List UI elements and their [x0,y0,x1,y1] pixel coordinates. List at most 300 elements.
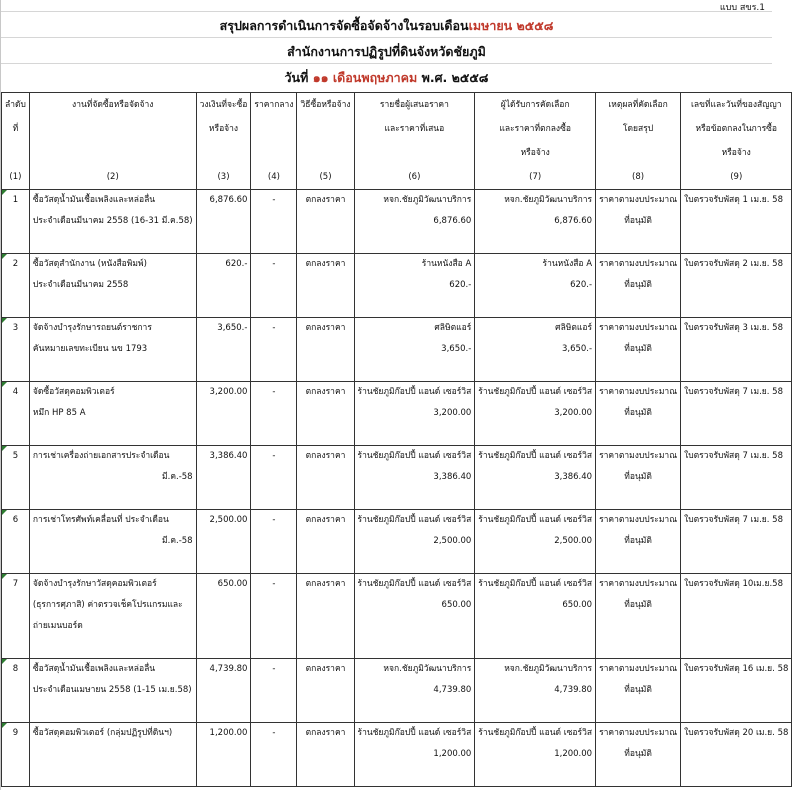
report-title-prefix: สรุปผลการดำเนินการจัดซื้อจัดจ้างในรอบเดือน [219,18,469,33]
column-header: และราคาที่เสนอ [354,117,475,141]
selection-reason: ราคาตามงบประมาณ [596,382,681,404]
item-description: ประจำเดือนมีนาคม 2558 (16-31 มี.ค.58) [29,211,196,232]
selection-reason [596,637,681,659]
procurement-method [297,680,354,701]
bid-price: 3,650.- [354,339,475,360]
budget-amount: 6,876.60 [196,190,251,212]
bidder-name: ร้านชัยภูมิก๊อปปี้ แอนด์ เซอร์วิส [354,446,475,468]
item-description [29,552,196,574]
winner-name: ร้านชัยภูมิก๊อปปี้ แอนด์ เซอร์วิส [475,723,596,745]
column-header [29,117,196,141]
bid-price: 620.- [354,275,475,296]
row-number: 3 [2,318,30,340]
row-number [2,595,30,616]
column-header: ลำดับ [2,93,30,118]
selection-reason [596,488,681,510]
procurement-method [297,488,354,510]
selection-reason [596,424,681,446]
column-number-row [2,165,792,190]
table-row [2,488,792,510]
contract-reference [681,552,792,574]
item-description [29,744,196,765]
date-suffix: พ.ศ. ๒๕๕๘ [417,70,489,85]
median-price: - [251,510,297,532]
contract-reference: ใบตรวจรับพัสดุ 7 เม.ย. 58 [681,446,792,468]
header-row [2,117,792,141]
column-header: เลขที่และวันที่ของสัญญา [681,93,792,118]
budget-amount: 3,650.- [196,318,251,340]
selection-reason: ราคาตามงบประมาณ [596,723,681,745]
column-header: หรือจ้าง [475,141,596,165]
procurement-method [297,232,354,254]
table-row [2,574,792,596]
bidder-name: ร้านชัยภูมิก๊อปปี้ แอนด์ เซอร์วิส [354,510,475,532]
item-description: การเช่าเครื่องถ่ายเอกสารประจำเดือน [29,446,196,468]
contract-reference [681,467,792,488]
item-description: ซื้อวัสดุน้ำมันเชื้อเพลิงและหล่อลื่น [29,659,196,681]
winner-name: ร้านชัยภูมิก๊อปปี้ แอนด์ เซอร์วิส [475,382,596,404]
median-price [251,616,297,637]
winner-name: หจก.ชัยภูมิวัฒนาบริการ [475,659,596,681]
contract-reference: ใบตรวจรับพัสดุ 10เม.ย.58 [681,574,792,596]
procurement-method [297,275,354,296]
item-description: มี.ค.-58 [29,467,196,488]
winning-price: 650.00 [475,595,596,616]
selection-reason [596,232,681,254]
median-price [251,211,297,232]
contract-reference [681,701,792,723]
median-price [251,552,297,574]
winning-price [475,637,596,659]
selection-reason: ราคาตามงบประมาณ [596,190,681,212]
median-price [251,637,297,659]
winner-name: ร้านชัยภูมิก๊อปปี้ แอนด์ เซอร์วิส [475,446,596,468]
procurement-method [297,424,354,446]
column-header: หรือจ้าง [681,141,792,165]
selection-reason: ราคาตามงบประมาณ [596,574,681,596]
budget-amount: 650.00 [196,574,251,596]
column-header: (3) [196,165,251,190]
column-header: (9) [681,165,792,190]
selection-reason: ที่อนุมัติ [596,211,681,232]
procurement-method [297,360,354,382]
selection-reason [596,296,681,318]
column-header: (1) [2,165,30,190]
contract-reference [681,488,792,510]
column-header [29,141,196,165]
procurement-method: ตกลงราคา [297,510,354,532]
row-number [2,637,30,659]
winner-name: ศลิษิตแอร์ [475,318,596,340]
budget-amount: 620.- [196,254,251,276]
table-row [2,360,792,382]
procurement-method: ตกลงราคา [297,190,354,212]
procurement-method: ตกลงราคา [297,254,354,276]
winner-name: ร้านชัยภูมิก๊อปปี้ แอนด์ เซอร์วิส [475,510,596,532]
item-description [29,701,196,723]
bid-price: 3,386.40 [354,467,475,488]
bid-price [354,765,475,787]
budget-amount [196,467,251,488]
row-number [2,531,30,552]
column-header [196,141,251,165]
bidder-name: ร้านชัยภูมิก๊อปปี้ แอนด์ เซอร์วิส [354,574,475,596]
table-row [2,403,792,424]
report-month: เมษายน ๒๕๕๘ [468,18,554,33]
bid-price [354,232,475,254]
item-description: (ธุรการศุภาสิ) ค่าตรวจเช็คโปรแกรมและ [29,595,196,616]
median-price [251,765,297,787]
contract-reference [681,339,792,360]
median-price [251,744,297,765]
table-row [2,211,792,232]
contract-reference: ใบตรวจรับพัสดุ 3 เม.ย. 58 [681,318,792,340]
median-price: - [251,382,297,404]
contract-reference [681,531,792,552]
item-description [29,637,196,659]
column-header: (8) [596,165,681,190]
row-number [2,680,30,701]
item-description: หมึก HP 85 A [29,403,196,424]
table-row [2,275,792,296]
selection-reason: ที่อนุมัติ [596,531,681,552]
procurement-method [297,595,354,616]
budget-amount: 1,200.00 [196,723,251,745]
median-price [251,360,297,382]
contract-reference: ใบตรวจรับพัสดุ 20 เม.ย. 58 [681,723,792,745]
procurement-method [297,531,354,552]
bid-price [354,360,475,382]
winning-price: 3,200.00 [475,403,596,424]
row-number: 5 [2,446,30,468]
table-row [2,744,792,765]
bidder-name: ศลิษิตแอร์ [354,318,475,340]
column-header: วิธีซื้อหรือจ้าง [297,93,354,118]
budget-amount [196,680,251,701]
row-number [2,339,30,360]
bid-price [354,552,475,574]
table-row [2,595,792,616]
header-row [2,93,792,118]
selection-reason [596,765,681,787]
selection-reason: ที่อนุมัติ [596,339,681,360]
column-header: วงเงินที่จะซื้อ [196,93,251,118]
column-header: เหตุผลที่คัดเลือก [596,93,681,118]
row-number [2,360,30,382]
column-header [251,141,297,165]
gridline [1,11,772,12]
table-row [2,765,792,787]
budget-amount [196,488,251,510]
procurement-method [297,744,354,765]
median-price [251,467,297,488]
column-header: ราคากลาง [251,93,297,118]
selection-reason: ที่อนุมัติ [596,275,681,296]
column-header [596,141,681,165]
budget-amount [196,637,251,659]
budget-amount: 4,739.80 [196,659,251,681]
column-header: (2) [29,165,196,190]
date-prefix: วันที่ [284,70,313,85]
contract-reference [681,360,792,382]
budget-amount [196,403,251,424]
winning-price [475,552,596,574]
procurement-method [297,296,354,318]
row-number [2,296,30,318]
winning-price [475,360,596,382]
table-row [2,296,792,318]
contract-reference: ใบตรวจรับพัสดุ 16 เม.ย. 58 [681,659,792,681]
winning-price [475,488,596,510]
selection-reason [596,360,681,382]
contract-reference [681,744,792,765]
table-row [2,318,792,340]
selection-reason: ที่อนุมัติ [596,403,681,424]
row-number: 2 [2,254,30,276]
budget-amount [196,360,251,382]
median-price [251,488,297,510]
median-price [251,403,297,424]
table-row [2,616,792,637]
bidder-name: หจก.ชัยภูมิวัฒนาบริการ [354,190,475,212]
bid-price: 6,876.60 [354,211,475,232]
procurement-method: ตกลงราคา [297,659,354,681]
item-description: คันหมายเลขทะเบียน นข 1793 [29,339,196,360]
selection-reason: ที่อนุมัติ [596,595,681,616]
contract-reference [681,403,792,424]
column-header: ผู้ได้รับการคัดเลือก [475,93,596,118]
procurement-method [297,552,354,574]
median-price [251,296,297,318]
selection-reason: ราคาตามงบประมาณ [596,510,681,532]
procurement-table [1,92,792,787]
table-row [2,190,792,212]
winning-price [475,232,596,254]
winning-price [475,424,596,446]
office-name: สำนักงานการปฏิรูปที่ดินจังหวัดชัยภูมิ [287,44,486,59]
bid-price: 2,500.00 [354,531,475,552]
selection-reason: ราคาตามงบประมาณ [596,446,681,468]
procurement-method [297,637,354,659]
contract-reference: ใบตรวจรับพัสดุ 1 เม.ย. 58 [681,190,792,212]
row-number [2,467,30,488]
table-row [2,680,792,701]
contract-reference [681,637,792,659]
report-date [1,68,772,88]
table-row [2,232,792,254]
bidder-name: หจก.ชัยภูมิวัฒนาบริการ [354,659,475,681]
median-price [251,424,297,446]
item-description: ซื้อวัสดุคอมพิวเตอร์ (กลุ่มปฏิรูปที่ดินฯ) [29,723,196,745]
budget-amount [196,211,251,232]
budget-amount: 2,500.00 [196,510,251,532]
budget-amount [196,744,251,765]
budget-amount: 3,386.40 [196,446,251,468]
item-description: การเช่าโทรศัพท์เคลื่อนที่ ประจำเดือน [29,510,196,532]
median-price [251,232,297,254]
row-number [2,744,30,765]
item-description [29,360,196,382]
budget-amount [196,424,251,446]
procurement-method: ตกลงราคา [297,446,354,468]
table-row [2,424,792,446]
median-price [251,275,297,296]
table-row [2,637,792,659]
median-price: - [251,190,297,212]
median-price: - [251,318,297,340]
table-row [2,659,792,681]
row-number: 6 [2,510,30,532]
selection-reason: ที่อนุมัติ [596,744,681,765]
budget-amount: 3,200.00 [196,382,251,404]
winning-price: 1,200.00 [475,744,596,765]
procurement-method [297,467,354,488]
winning-price [475,701,596,723]
table-row [2,446,792,468]
selection-reason: ที่อนุมัติ [596,680,681,701]
item-description: จัดจ้างบำรุงรักษาวัสดุคอมพิวเตอร์ [29,574,196,596]
row-number [2,424,30,446]
winning-price [475,616,596,637]
selection-reason: ราคาตามงบประมาณ [596,254,681,276]
item-description [29,488,196,510]
budget-amount [196,701,251,723]
contract-reference [681,232,792,254]
row-number: 1 [2,190,30,212]
selection-reason [596,552,681,574]
table-row [2,254,792,276]
column-header: รายชื่อผู้เสนอราคา [354,93,475,118]
row-number [2,701,30,723]
row-number [2,232,30,254]
table-row [2,531,792,552]
procurement-method [297,765,354,787]
item-description [29,765,196,787]
column-header [354,141,475,165]
row-number: 8 [2,659,30,681]
bidder-name: ร้านหนังสือ A [354,254,475,276]
winning-price: 620.- [475,275,596,296]
column-header [251,117,297,141]
item-description [29,296,196,318]
budget-amount [196,296,251,318]
gridline [1,37,772,38]
procurement-method [297,701,354,723]
budget-amount [196,339,251,360]
bid-price: 1,200.00 [354,744,475,765]
bidder-name: ร้านชัยภูมิก๊อปปี้ แอนด์ เซอร์วิส [354,723,475,745]
winning-price: 3,650.- [475,339,596,360]
column-header [2,141,30,165]
median-price [251,680,297,701]
contract-reference [681,595,792,616]
header-row [2,141,792,165]
median-price [251,701,297,723]
bid-price: 650.00 [354,595,475,616]
table-row [2,701,792,723]
median-price [251,531,297,552]
contract-reference: ใบตรวจรับพัสดุ 2 เม.ย. 58 [681,254,792,276]
column-header: (4) [251,165,297,190]
item-description: จัดซื้อวัสดุคอมพิวเตอร์ [29,382,196,404]
winner-name: ร้านหนังสือ A [475,254,596,276]
bid-price: 3,200.00 [354,403,475,424]
table-row [2,382,792,404]
winning-price: 4,739.80 [475,680,596,701]
median-price: - [251,254,297,276]
procurement-method [297,339,354,360]
procurement-method: ตกลงราคา [297,318,354,340]
procurement-method: ตกลงราคา [297,723,354,745]
contract-reference [681,275,792,296]
item-description: ถ่ายเมนบอร์ด [29,616,196,637]
column-header [297,141,354,165]
bidder-name: ร้านชัยภูมิก๊อปปี้ แอนด์ เซอร์วิส [354,382,475,404]
row-number: 7 [2,574,30,596]
row-number [2,275,30,296]
gridline [1,63,772,64]
selection-reason: ที่อนุมัติ [596,467,681,488]
form-code: แบบ สขร.1 [719,3,765,13]
column-header: ที่ [2,117,30,141]
column-header [297,117,354,141]
budget-amount [196,765,251,787]
bid-price [354,701,475,723]
table-row [2,723,792,745]
column-header: หรือข้อตกลงในการซื้อ [681,117,792,141]
row-number [2,211,30,232]
budget-amount [196,616,251,637]
budget-amount [196,275,251,296]
row-number [2,616,30,637]
contract-reference [681,211,792,232]
median-price: - [251,659,297,681]
row-number [2,765,30,787]
row-number: 9 [2,723,30,745]
table-row [2,552,792,574]
row-number [2,552,30,574]
winning-price [475,765,596,787]
median-price [251,339,297,360]
row-number [2,403,30,424]
median-price [251,595,297,616]
winning-price [475,296,596,318]
procurement-method: ตกลงราคา [297,382,354,404]
column-header: (6) [354,165,475,190]
table-row [2,467,792,488]
report-title [1,16,772,36]
item-description [29,424,196,446]
row-number: 4 [2,382,30,404]
procurement-method [297,403,354,424]
bid-price [354,488,475,510]
column-header: และราคาที่ตกลงซื้อ [475,117,596,141]
column-header: (5) [297,165,354,190]
table-row [2,510,792,532]
column-header: โดยสรุป [596,117,681,141]
winning-price: 6,876.60 [475,211,596,232]
bid-price [354,637,475,659]
contract-reference: ใบตรวจรับพัสดุ 7 เม.ย. 58 [681,382,792,404]
contract-reference [681,765,792,787]
selection-reason: ราคาตามงบประมาณ [596,659,681,681]
contract-reference [681,616,792,637]
median-price: - [251,446,297,468]
contract-reference [681,680,792,701]
winner-name: หจก.ชัยภูมิวัฒนาบริการ [475,190,596,212]
median-price: - [251,574,297,596]
bid-price [354,296,475,318]
